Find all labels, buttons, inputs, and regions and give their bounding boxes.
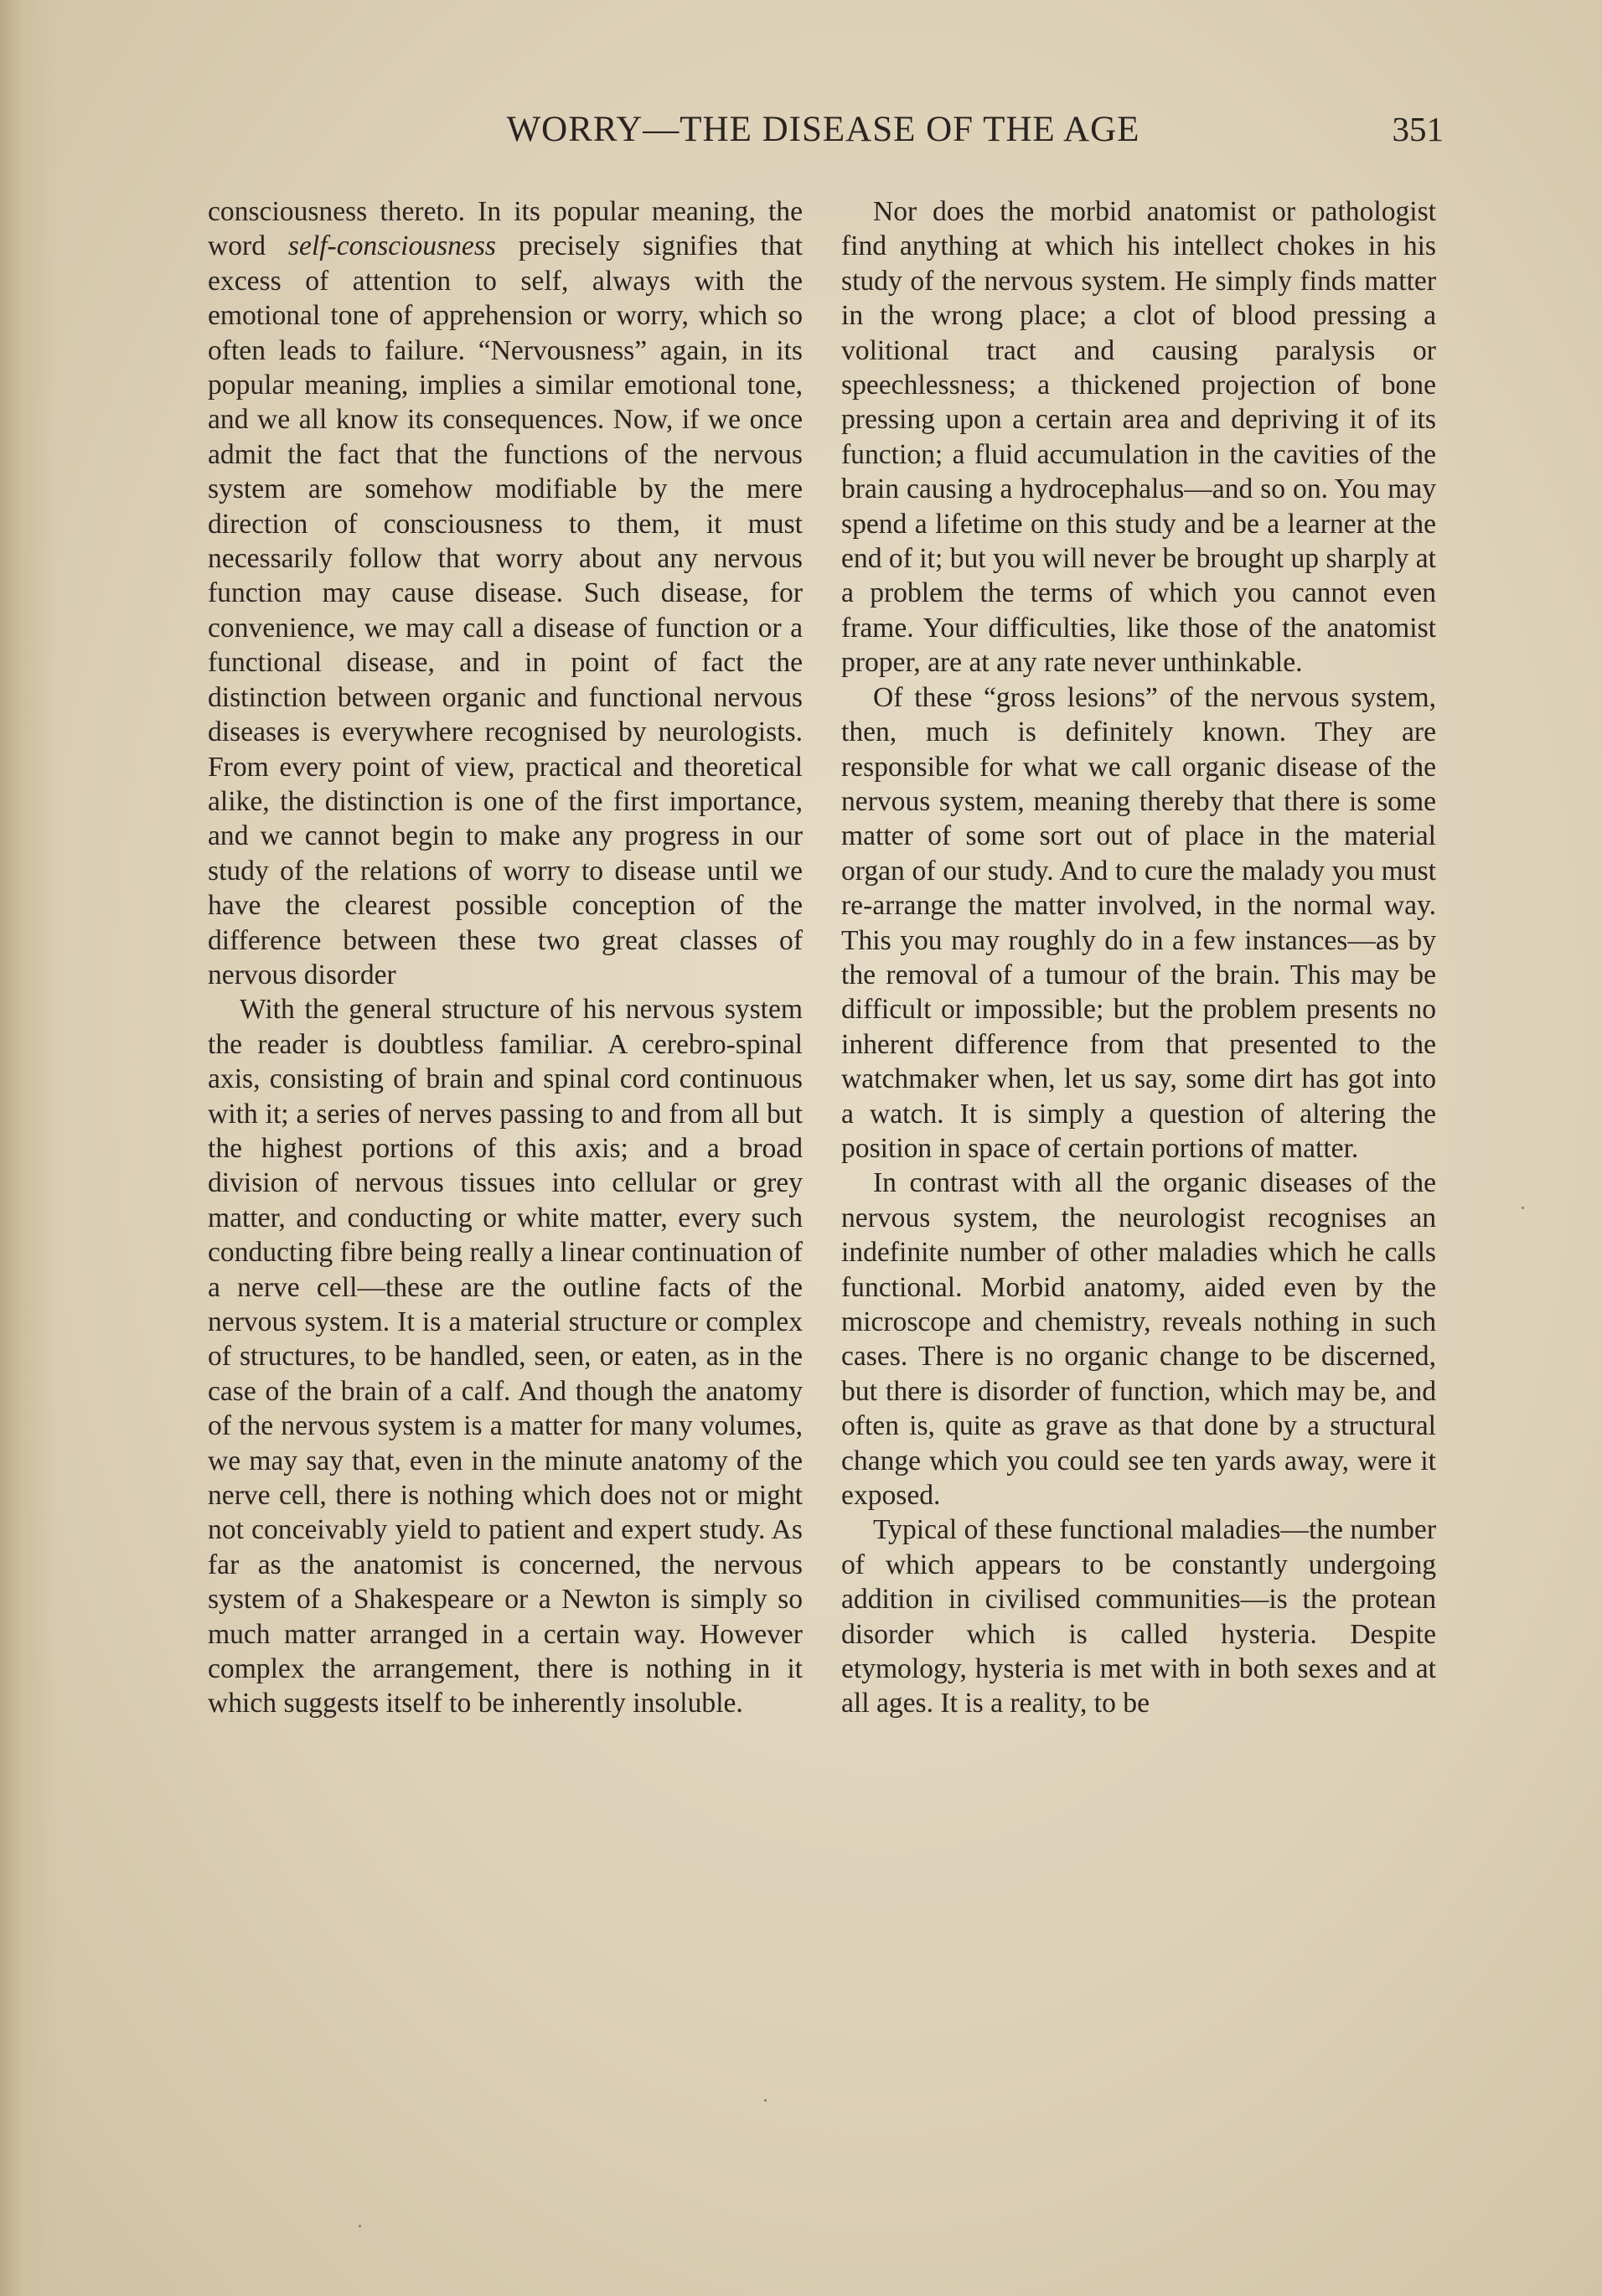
right-column [841, 194, 1436, 1721]
running-head [209, 109, 1444, 159]
left-column [208, 194, 803, 1721]
right-paragraph-2: Of these “gross lesions” of the nervous system, then, much is definitely known. They are responsible for what we call organic disease of the nervous system, meaning thereby that there is some matter of some sort out of place in the material organ of our study. And to cure the malady you must re-arrange the matter involved, in the normal way. This you may roughly do in a few instances—as by the removal of a tumour of the brain. This may be difficult or impossible; but the problem presents no inherent difference from that presented to the watchmaker when, let us say, some dirt has got into a watch. It is simply a question of altering the position in space of certain portions of matter. [841, 681, 1436, 1164]
left-paragraph-1 [208, 194, 803, 992]
paper-speck [764, 2099, 767, 2102]
left-paragraph-1-start: consciousness thereto. In its popular meaning, the word [208, 196, 803, 262]
left-paragraph-2: With the general structure of his nervous system the reader is doubtless familiar. A cerebro-spinal axis, consisting of brain and spinal cord continuous with it; a series of nerves passing to and from all but the highest portions of this axis; and a broad division of nervous tissues into cellular or grey matter, and conducting or white matter, every such conducting fibre being really a linear continuation of a nerve cell—these are the outline facts of the nervous system. It is a material structure or complex of structures, to be handled, seen, or eaten, as in the case of the brain of a calf. And though the anatomy of the nervous system is a matter for many volumes, we may say that, even in the minute anatomy of the nerve cell, there is nothing which does not or might not conceivably yield to patient and expert study. As far as the anatomist is concerned, the nervous system of a Shakespeare or a Newton is simply so much matter arranged in a certain way. However complex the arrangement, there is nothing in it which suggests itself to be inherently insoluble. [208, 994, 803, 1719]
paper-speck [1522, 1207, 1524, 1209]
left-paragraph-1-end: precisely signifies that excess of attention to self, always with the emotional tone of apprehension or worry, which so often leads to failure. “Nervousness” again, in its popular meaning, implies a similar emotional tone, and we all know its consequences. Now, if we once admit the fact that the functions of the nervous system are somehow modifiable by the mere direction of consciousness to them, it must necessarily follow that worry about any nervous function may cause disease. Such disease, for convenience, we may call a disease of function or a functional disease, and in point of fact the distinction between organic and functional nervous diseases is everywhere recognised by neurologists. From every point of view, practical and theoretical alike, the distinction is one of the first importance, and we cannot begin to make any progress in our study of the relations of worry to disease until we have the clearest possible conception of the difference between these two great classes of nervous disorder [208, 230, 803, 990]
running-title: WORRY—THE DISEASE OF THE AGE [506, 110, 1140, 149]
italic-term: self-consciousness [287, 230, 496, 262]
right-paragraph-3: In contrast with all the organic diseases of the nervous system, the neurologist recognises an indefinite number of other maladies which he calls functional. Morbid anatomy, aided even by the microscope and chemistry, reveals nothing in such cases. There is no organic change to be discerned, but there is disorder of function, which may be, and often is, quite as grave as that done by a structural change which you could see ten yards away, were it exposed. [841, 1167, 1436, 1512]
right-paragraph-4: Typical of these functional maladies—the number of which appears to be constantly undergoing addition in civilised communities—is the protean disorder which is called hysteria. Despite etymology, hysteria is met with in both sexes and at all ages. It is a reality, to be [841, 1514, 1436, 1719]
right-paragraph-1: Nor does the morbid anatomist or pathologist find anything at which his intellect chokes in his study of the nervous system. He simply finds matter in the wrong place; a clot of blood pressing a volitional tract and causing paralysis or speechlessness; a thickened projection of bone pressing upon a certain area and depriving it of its function; a fluid accumulation in the cavities of the brain causing a hydrocephalus—and so on. You may spend a lifetime on this study and be a learner at the end of it; but you will never be brought up sharply at a problem the terms of which you cannot even frame. Your difficulties, like those of the anatomist proper, are at any rate never unthinkable. [841, 196, 1436, 679]
paper-speck [359, 2225, 361, 2227]
binding-shadow [0, 0, 59, 2296]
page-number: 351 [1392, 110, 1444, 148]
